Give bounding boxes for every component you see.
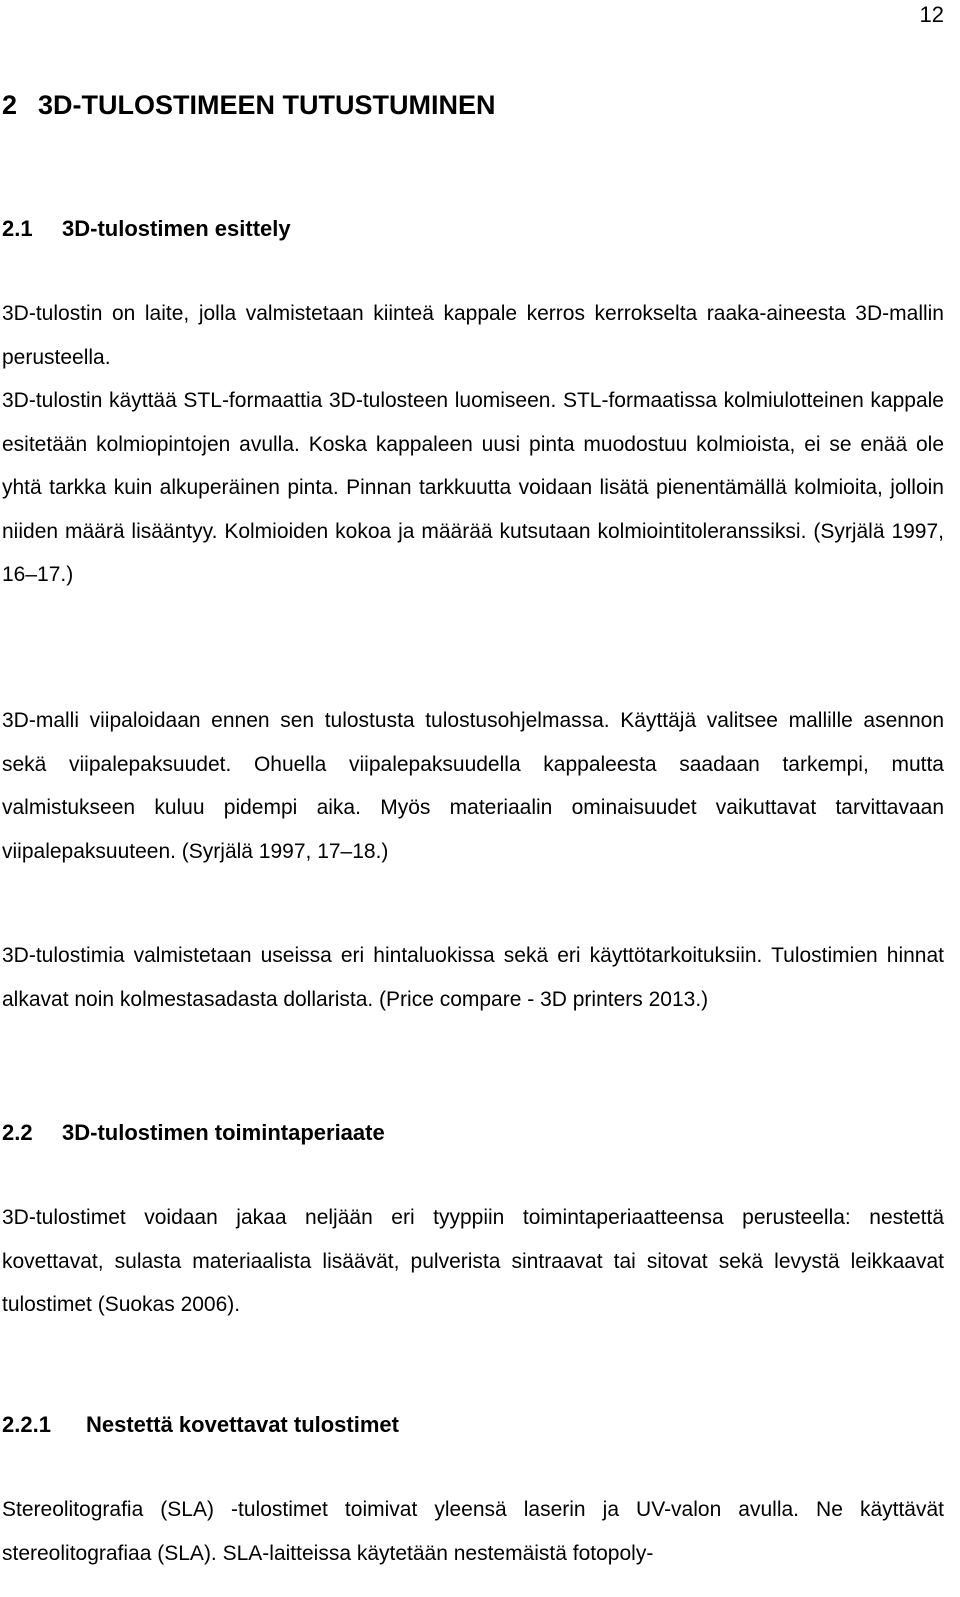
paragraph: 3D-malli viipaloidaan ennen sen tulostusta tulostusohjelmassa. Käyttäjä valitsee mallille asennon sekä viipalepaksuudet. Ohuella viipalepaksuudella kappaleesta saadaan tarkempi, mutta valmistukseen kuluu pidempi aika. Myös materiaalin ominaisuudet vaikuttavat tarvittavaan viipalepaksuuteen. (Syrjälä 1997, 17–18.) xyxy=(2,709,944,863)
chapter-number: 2 xyxy=(2,90,18,120)
paragraph: 3D-tulostin on laite, jolla valmistetaan kiinteä kappale kerros kerrokselta raaka-aineesta 3D-mallin perusteella. xyxy=(2,302,944,369)
chapter-heading xyxy=(2,90,495,121)
subsection-title: Nestettä kovettavat tulostimet xyxy=(86,1412,399,1437)
paragraph: 3D-tulostimia valmistetaan useissa eri hintaluokissa sekä eri käyttötarkoituksiin. Tulostimien hinnat alkavat noin kolmestasadasta dollarista. (Price compare - 3D printers 2013.) xyxy=(2,944,944,1011)
paragraph: 3D-tulostimet voidaan jakaa neljään eri tyyppiin toimintaperiaatteensa perusteella: nestettä kovettavat, sulasta materiaalista lisäävät, pulverista sintraavat tai sitovat sekä levystä leikkaavat tulostimet (Suokas 2006). xyxy=(2,1206,944,1316)
paragraph: Stereolitografia (SLA) -tulostimet toimivat yleensä laserin ja UV-valon avulla. Ne käyttävät stereolitografiaa (SLA). SLA-laitteissa käytetään nestemäistä fotopoly- xyxy=(2,1498,944,1565)
section-number: 2.2 xyxy=(2,1120,33,1145)
section-heading xyxy=(2,1120,385,1146)
subsection-heading xyxy=(2,1412,399,1438)
chapter-title: 3D-TULOSTIMEEN TUTUSTUMINEN xyxy=(38,90,496,120)
subsection-number: 2.2.1 xyxy=(2,1412,51,1437)
section-number: 2.1 xyxy=(2,216,33,241)
section-title: 3D-tulostimen esittely xyxy=(62,216,291,241)
paragraph: 3D-tulostin käyttää STL-formaattia 3D-tulosteen luomiseen. STL-formaatissa kolmiulotteinen kappale esitetään kolmiopintojen avulla. Koska kappaleen uusi pinta muodostuu kolmioista, ei se enää ole yhtä tarkka kuin alkuperäinen pinta. Pinnan tarkkuutta voidaan lisätä pienentämällä kolmioita, jolloin niiden määrä lisääntyy. Kolmioiden kokoa ja määrää kutsutaan kolmiointitoleranssiksi. (Syrjälä 1997, 16–17.) xyxy=(2,389,944,586)
section-title: 3D-tulostimen toimintaperiaate xyxy=(62,1120,385,1145)
section-heading xyxy=(2,216,291,242)
page-number: 12 xyxy=(919,2,944,27)
